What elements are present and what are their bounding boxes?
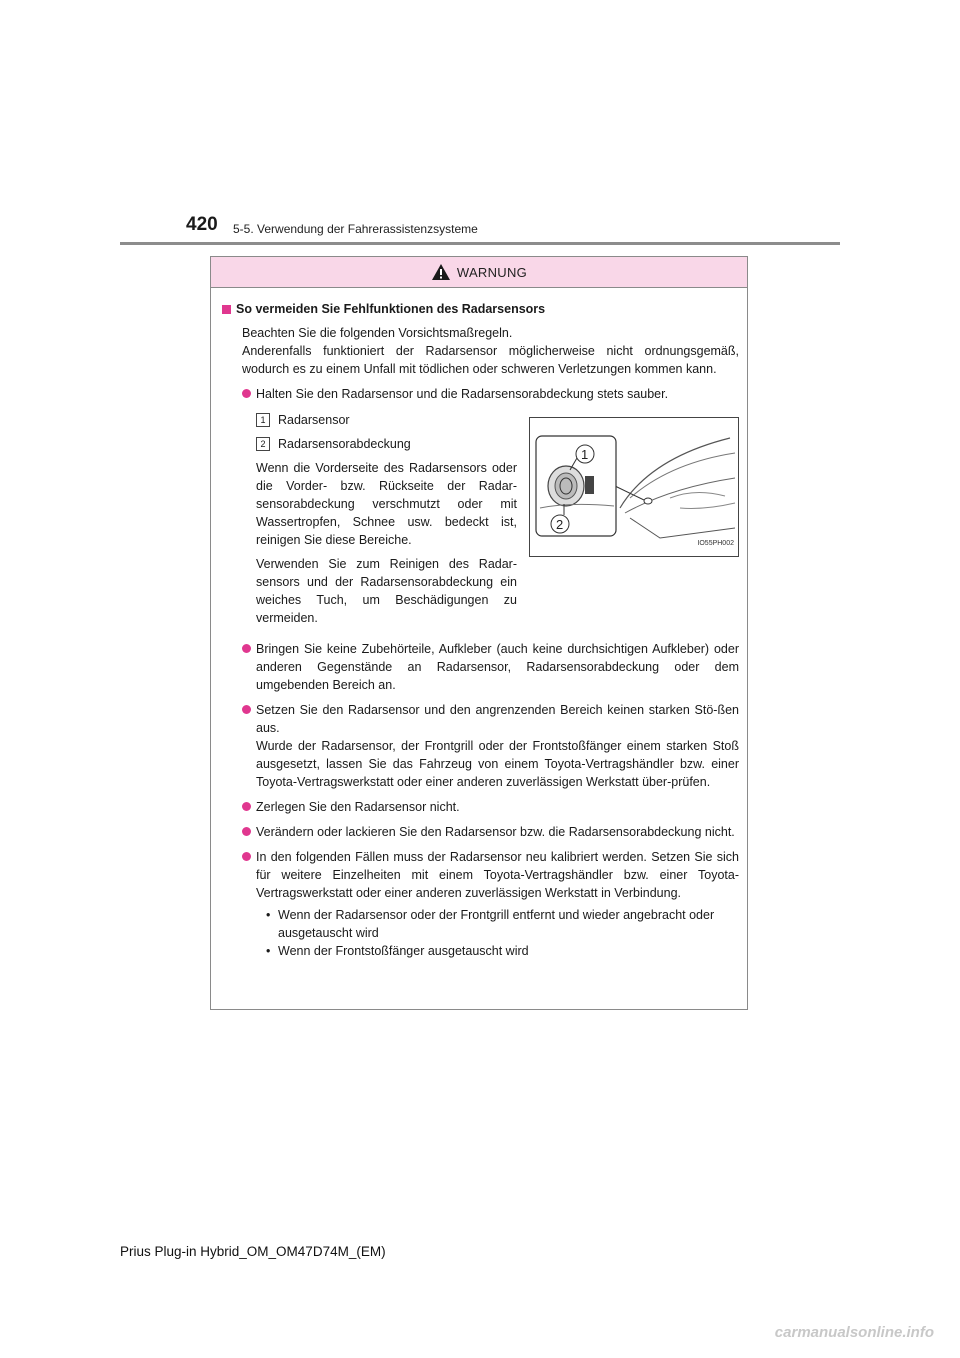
bullet-text: Zerlegen Sie den Radarsensor nicht. — [256, 800, 460, 814]
intro-line-1: Beachten Sie die folgenden Vorsichtsmaßregeln. — [242, 326, 513, 340]
sub-list — [266, 906, 739, 960]
section-title: 5-5. Verwendung der Fahrerassistenzsysteme — [233, 222, 478, 236]
bullet-line: Setzen Sie den Radarsensor und den angrenzenden Bereich keinen starken Stö-ßen aus. — [256, 703, 739, 735]
circle-bullet-icon — [242, 644, 251, 653]
callout-number: 2 — [256, 437, 270, 451]
callout-1 — [256, 411, 517, 429]
warning-box — [210, 256, 748, 1010]
sub-item-text: Wenn der Radarsensor oder der Frontgrill entfernt und wieder angebracht oder ausgetauscht wird — [278, 908, 715, 940]
bullet-text: In den folgenden Fällen muss der Radarsensor neu kalibriert werden. Setzen Sie sich für weitere Einzelheiten mit einem Toyota-Vertragshändler bzw. einer Toyota-Vertragswerkstatt oder einer anderen zuverlässigen Werkstatt in Verbindung. — [256, 850, 739, 900]
sub-list-item — [266, 906, 739, 942]
bullet-item — [242, 385, 739, 403]
bullet-item — [242, 701, 739, 791]
intro-line-2: Anderenfalls funktioniert der Radarsensor möglicherweise nicht ordnungsgemäß, wodurch es zu einem Unfall mit tödlichen oder schweren Verletzungen kommen kann. — [242, 344, 739, 376]
callout-2 — [256, 435, 517, 453]
figure-text — [256, 411, 517, 633]
figure-paragraph-2: Verwenden Sie zum Reinigen des Radar-sensors und der Radarsensorabdeckung ein weiches Tuch, um Beschädigungen zu vermeiden. — [256, 557, 517, 625]
bullet-item — [242, 798, 739, 816]
square-bullet-icon — [222, 305, 231, 314]
circle-bullet-icon — [242, 802, 251, 811]
intro-paragraph — [242, 324, 739, 378]
circle-bullet-icon — [242, 389, 251, 398]
subhead-text: So vermeiden Sie Fehlfunktionen des Radarsensors — [236, 302, 546, 316]
warning-header — [211, 257, 747, 288]
footer-document-id: Prius Plug-in Hybrid_OM_OM47D74M_(EM) — [120, 1244, 386, 1259]
callout-number: 1 — [256, 413, 270, 427]
warning-subhead — [222, 300, 739, 318]
bullet-text: Verändern oder lackieren Sie den Radarsensor bzw. die Radarsensorabdeckung nicht. — [256, 825, 735, 839]
figure-code: IO55PH002 — [697, 540, 734, 547]
bullet-text: Bringen Sie keine Zubehörteile, Aufkleber (auch keine durchsichtigen Aufkleber) oder anderen Gegenstände an Radarsensor, Radarsensorabdeckung oder dem umgebenden Bereich an. — [256, 642, 739, 692]
circle-bullet-icon — [242, 705, 251, 714]
watermark: carmanualsonline.info — [774, 1324, 934, 1341]
bullet-item — [242, 823, 739, 841]
radar-sensor-figure — [529, 417, 739, 557]
bullet-text — [256, 701, 739, 791]
sub-item-text: Wenn der Frontstoßfänger ausgetauscht wird — [278, 944, 529, 958]
page-number: 420 — [186, 214, 218, 235]
small-bullet-icon: • — [266, 944, 271, 958]
figure-paragraph-1: Wenn die Vorderseite des Radarsensors oder die Vorder- bzw. Rückseite der Radar-sensorabdeckung verschmutzt oder mit Wassertropfen, Schnee usw. bedeckt ist, reinigen Sie diese Bereiche. — [256, 461, 517, 547]
callout-label: Radarsensorabdeckung — [278, 437, 411, 451]
sub-list-item — [266, 942, 739, 960]
bullet-text: Halten Sie den Radarsensor und die Radarsensorabdeckung stets sauber. — [256, 387, 669, 401]
figure-label-2: 2 — [556, 517, 564, 532]
small-bullet-icon: • — [266, 908, 271, 922]
figure-row — [256, 411, 739, 633]
header-rule — [120, 242, 840, 245]
warning-body — [211, 300, 747, 960]
callout-label: Radarsensor — [278, 413, 350, 427]
circle-bullet-icon — [242, 852, 251, 861]
warning-title: WARNUNG — [456, 264, 528, 280]
bullet-item — [242, 640, 739, 694]
warning-triangle-icon — [431, 263, 451, 281]
circle-bullet-icon — [242, 827, 251, 836]
figure-label-1: 1 — [581, 447, 589, 462]
bullet-item — [242, 848, 739, 902]
bullet-line: Wurde der Radarsensor, der Frontgrill oder der Frontstoßfänger einem starken Stoß ausgesetzt, lassen Sie das Fahrzeug von einem Toyota-Vertragshändler bzw. einer Toyota-Vertragswerkstatt oder einer anderen zuverlässigen Werkstatt über-prüfen. — [256, 739, 739, 789]
